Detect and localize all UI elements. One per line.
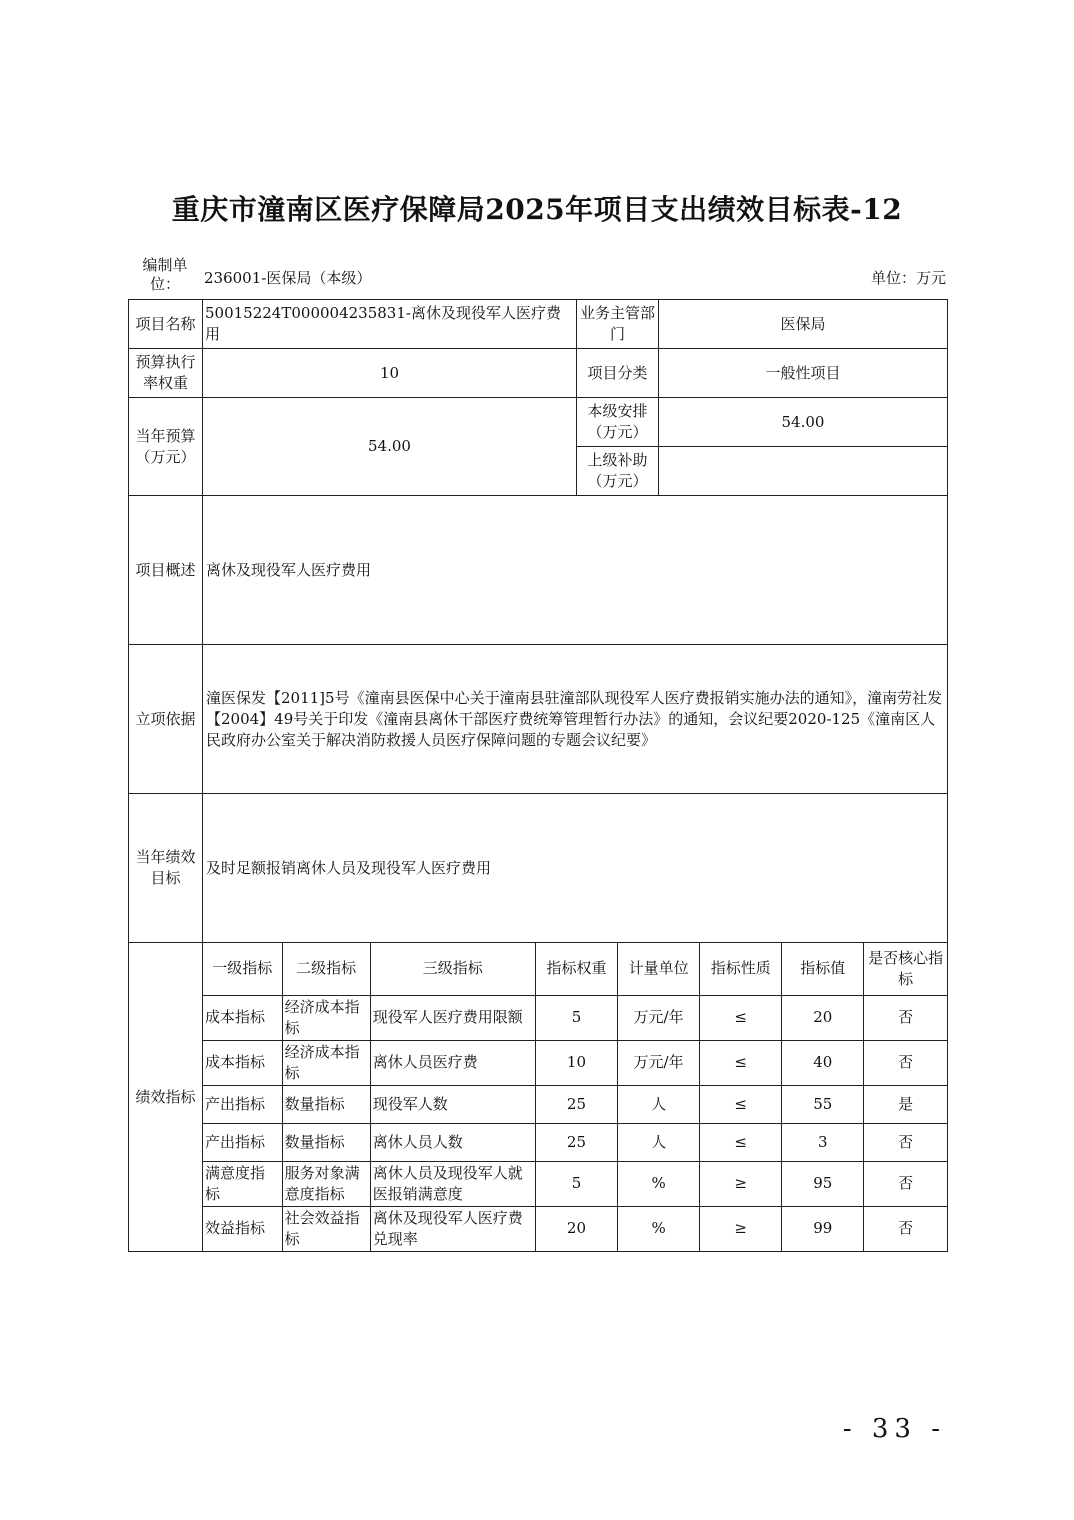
indicator-unit: % — [618, 1206, 700, 1251]
indicator-weight: 20 — [535, 1206, 617, 1251]
overview: 离休及现役军人医疗费用 — [203, 496, 948, 645]
header-l3: 三级指标 — [370, 943, 535, 995]
indicator-l2: 数量指标 — [282, 1123, 370, 1161]
indicators-label: 绩效指标 — [129, 943, 203, 1252]
table-row — [203, 1040, 947, 1085]
upper-label: 上级补助（万元） — [577, 447, 659, 496]
indicator-l2: 经济成本指标 — [282, 1040, 370, 1085]
indicator-weight: 25 — [535, 1085, 617, 1123]
header-weight: 指标权重 — [535, 943, 617, 995]
goal-label: 当年绩效目标 — [129, 794, 203, 943]
indicator-nature: ≤ — [700, 1085, 782, 1123]
category-label: 项目分类 — [577, 349, 659, 398]
indicator-l2: 经济成本指标 — [282, 995, 370, 1040]
goal: 及时足额报销离休人员及现役军人医疗费用 — [203, 794, 948, 943]
table-row — [203, 1161, 947, 1206]
project-name-label: 项目名称 — [129, 300, 203, 349]
indicator-l3: 现役军人医疗费用限额 — [370, 995, 535, 1040]
category: 一般性项目 — [659, 349, 948, 398]
indicator-core: 否 — [864, 995, 947, 1040]
weight: 10 — [203, 349, 577, 398]
header-l2: 二级指标 — [282, 943, 370, 995]
indicator-core: 否 — [864, 1040, 947, 1085]
dept: 医保局 — [659, 300, 948, 349]
table-row — [203, 1085, 947, 1123]
indicator-weight: 10 — [535, 1040, 617, 1085]
indicator-unit: 万元/年 — [618, 1040, 700, 1085]
indicator-nature: ≤ — [700, 995, 782, 1040]
overview-label: 项目概述 — [129, 496, 203, 645]
page-title: 重庆市潼南区医疗保障局2025年项目支出绩效目标表-12 — [171, 193, 903, 226]
indicator-l1: 成本指标 — [203, 995, 282, 1040]
indicator-value: 99 — [782, 1206, 864, 1251]
table-row — [203, 1206, 947, 1251]
indicator-l3: 现役军人数 — [370, 1085, 535, 1123]
indicator-nature: ≥ — [700, 1206, 782, 1251]
indicator-l1: 产出指标 — [203, 1123, 282, 1161]
indicator-l1: 成本指标 — [203, 1040, 282, 1085]
header-core: 是否核心指标 — [864, 943, 947, 995]
indicator-l3: 离休人员及现役军人就医报销满意度 — [370, 1161, 535, 1206]
indicator-weight: 5 — [535, 995, 617, 1040]
indicator-l3: 离休人员人数 — [370, 1123, 535, 1161]
indicator-value: 55 — [782, 1085, 864, 1123]
unit-name: 236001-医保局（本级） — [204, 269, 372, 287]
indicator-core: 否 — [864, 1161, 947, 1206]
indicator-l3: 离休人员医疗费 — [370, 1040, 535, 1085]
dept-label: 业务主管部门 — [577, 300, 659, 349]
budget: 54.00 — [203, 398, 577, 496]
unit-label: 编制单位： — [142, 256, 188, 293]
upper-amount — [659, 447, 948, 496]
indicator-unit: 人 — [618, 1123, 700, 1161]
indicator-weight: 5 — [535, 1161, 617, 1206]
indicator-l2: 数量指标 — [282, 1085, 370, 1123]
indicator-core: 是 — [864, 1085, 947, 1123]
header-nature: 指标性质 — [700, 943, 782, 995]
table-row — [203, 1123, 947, 1161]
performance-table — [128, 299, 948, 1252]
indicator-core: 否 — [864, 1123, 947, 1161]
table-row — [203, 995, 947, 1040]
indicators-header-row — [203, 943, 947, 995]
indicator-l1: 产出指标 — [203, 1085, 282, 1123]
indicator-value: 95 — [782, 1161, 864, 1206]
indicator-nature: ≤ — [700, 1040, 782, 1085]
indicator-l1: 效益指标 — [203, 1206, 282, 1251]
local-amount: 54.00 — [659, 398, 948, 447]
indicator-value: 3 — [782, 1123, 864, 1161]
indicator-core: 否 — [864, 1206, 947, 1251]
header-unit: 计量单位 — [618, 943, 700, 995]
page-number: - 33 - — [842, 1414, 946, 1444]
indicator-unit: 万元/年 — [618, 995, 700, 1040]
indicator-value: 20 — [782, 995, 864, 1040]
indicator-nature: ≥ — [700, 1161, 782, 1206]
indicators-table — [203, 943, 947, 1251]
indicator-l2: 服务对象满意度指标 — [282, 1161, 370, 1206]
indicator-l1: 满意度指标 — [203, 1161, 282, 1206]
indicator-value: 40 — [782, 1040, 864, 1085]
indicator-l3: 离休及现役军人医疗费兑现率 — [370, 1206, 535, 1251]
unit-of-measure: 单位：万元 — [870, 269, 946, 287]
header-l1: 一级指标 — [203, 943, 282, 995]
project-name: 50015224T000004235831-离休及现役军人医疗费用 — [203, 300, 577, 349]
indicator-unit: % — [618, 1161, 700, 1206]
budget-label: 当年预算（万元） — [129, 398, 203, 496]
indicators-cell — [203, 943, 948, 1252]
basis: 潼医保发【2011]5号《潼南县医保中心关于潼南县驻潼部队现役军人医疗费报销实施办法的通知》，潼南劳社发【2004】49号关于印发《潼南县离休干部医疗费统筹管理暂行办法》的通知，会议纪要2020-125《潼南区人民政府办公室关于解决消防救援人员医疗保障问题的专题会议纪要》 — [203, 645, 948, 794]
indicator-nature: ≤ — [700, 1123, 782, 1161]
indicator-l2: 社会效益指标 — [282, 1206, 370, 1251]
local-label: 本级安排（万元） — [577, 398, 659, 447]
header-value: 指标值 — [782, 943, 864, 995]
indicator-unit: 人 — [618, 1085, 700, 1123]
basis-label: 立项依据 — [129, 645, 203, 794]
weight-label: 预算执行率权重 — [129, 349, 203, 398]
indicator-weight: 25 — [535, 1123, 617, 1161]
